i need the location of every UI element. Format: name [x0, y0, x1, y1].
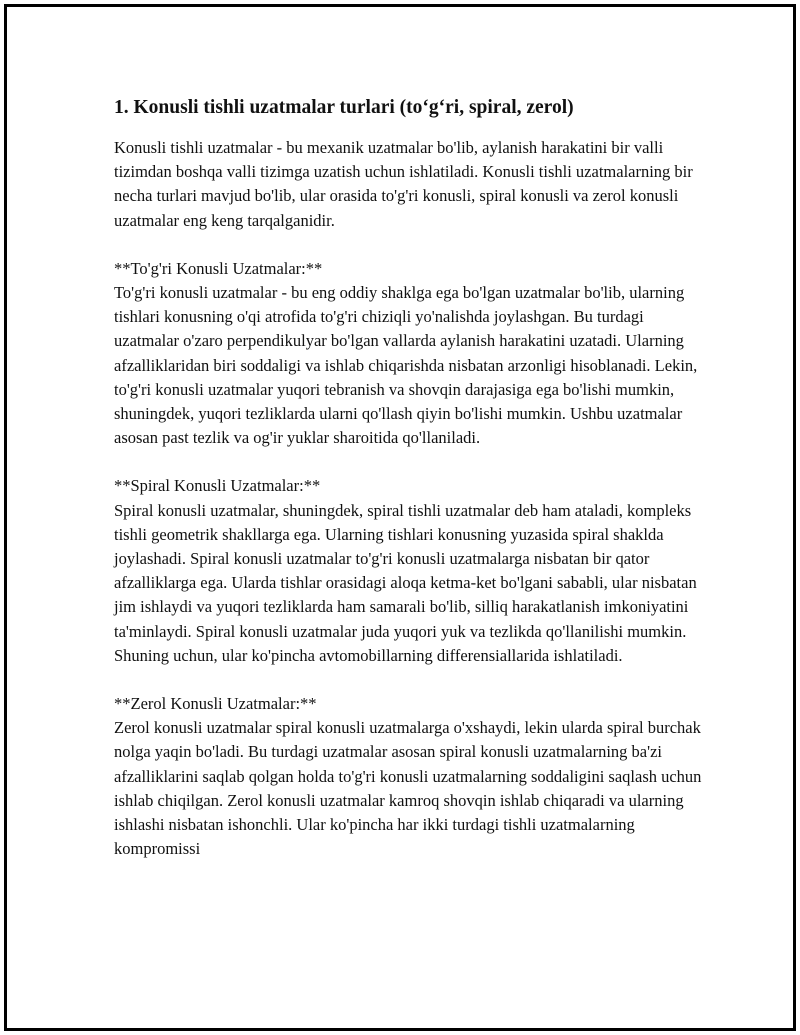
section-body: Spiral konusli uzatmalar, shuningdek, spiral tishli uzatmalar deb ham ataladi, kompleks tishli geometrik shakllarga ega. Ularning tishlari konusning yuzasida spiral shaklda joylashadi. Spiral konusli uzatmalar to'g'ri konusli uzatmalarga nisbatan bir qator afzalliklarga ega. Ularda tishlar orasidagi aloqa ketma-ket bo'lgani sababli, ular nisbatan jim ishlaydi va yuqori tezliklarda ham samarali bo'lib, silliq harakatlanish imkoniyatini ta'minlaydi. Spiral konusli uzatmalar juda yuqori yuk va tezlikda qo'llanilishi mumkin. Shuning uchun, ular ko'pincha avtomobillarning differensiallarida ishlatiladi.: [114, 500, 697, 665]
document-body: [114, 94, 704, 885]
document-title: 1. Konusli tishli uzatmalar turlari (to‘g‘ri, spiral, zerol): [114, 97, 574, 118]
section-heading: **Zerol Konusli Uzatmalar:**: [114, 694, 317, 714]
section-body: Zerol konusli uzatmalar spiral konusli uzatmalarga o'xshaydi, lekin ularda spiral burchak nolga yaqin bo'ladi. Bu turdagi uzatmalar asosan spiral konusli uzatmalarning ba'zi afzalliklarini saqlab qolgan holda to'g'ri konusli uzatmalarning soddaligini saqlash uchun ishlab chiqilgan. Zerol konusli uzatmalar kamroq shovqin ishlab chiqaradi va ularning ishlashi nisbatan ishonchli. Ular ko'pincha har ikki turdagi tishli uzatmalarning kompromissi: [114, 718, 702, 859]
section-heading: **Spiral Konusli Uzatmalar:**: [114, 476, 321, 496]
section-straight-bevel: [114, 257, 704, 451]
intro-paragraph: Konusli tishli uzatmalar - bu mexanik uzatmalar bo'lib, aylanish harakatini bir valli tizimdan boshqa valli tizimga uzatish uchun ishlatiladi. Konusli tishli uzatmalarning bir necha turlari mavjud bo'lib, ular orasida to'g'ri konusli, spiral konusli va zerol konusli uzatmalar eng keng tarqalganidir.: [114, 138, 693, 230]
section-spiral-bevel: [114, 474, 704, 668]
section-zerol-bevel: [114, 692, 704, 861]
section-body: To'g'ri konusli uzatmalar - bu eng oddiy shaklga ega bo'lgan uzatmalar bo'lib, ularning tishlari konusning o'qi atrofida to'g'ri chiziqli yo'nalishda joylashgan. Bu turdagi uzatmalar o'zaro perpendikulyar bo'lgan vallarda aylanish harakatini uzatadi. Ularning afzalliklaridan biri soddaligi va ishlab chiqarishda nisbatan arzonligi hisoblanadi. Lekin, to'g'ri konusli uzatmalar yuqori tebranish va shovqin darajasiga ega bo'lishi mumkin, shuningdek, yuqori tezliklarda ularni qo'llash qiyin bo'lishi mumkin. Ushbu uzatmalar asosan past tezlik va og'ir yuklar sharoitida qo'llaniladi.: [114, 283, 698, 448]
section-heading: **To'g'ri Konusli Uzatmalar:**: [114, 258, 323, 278]
